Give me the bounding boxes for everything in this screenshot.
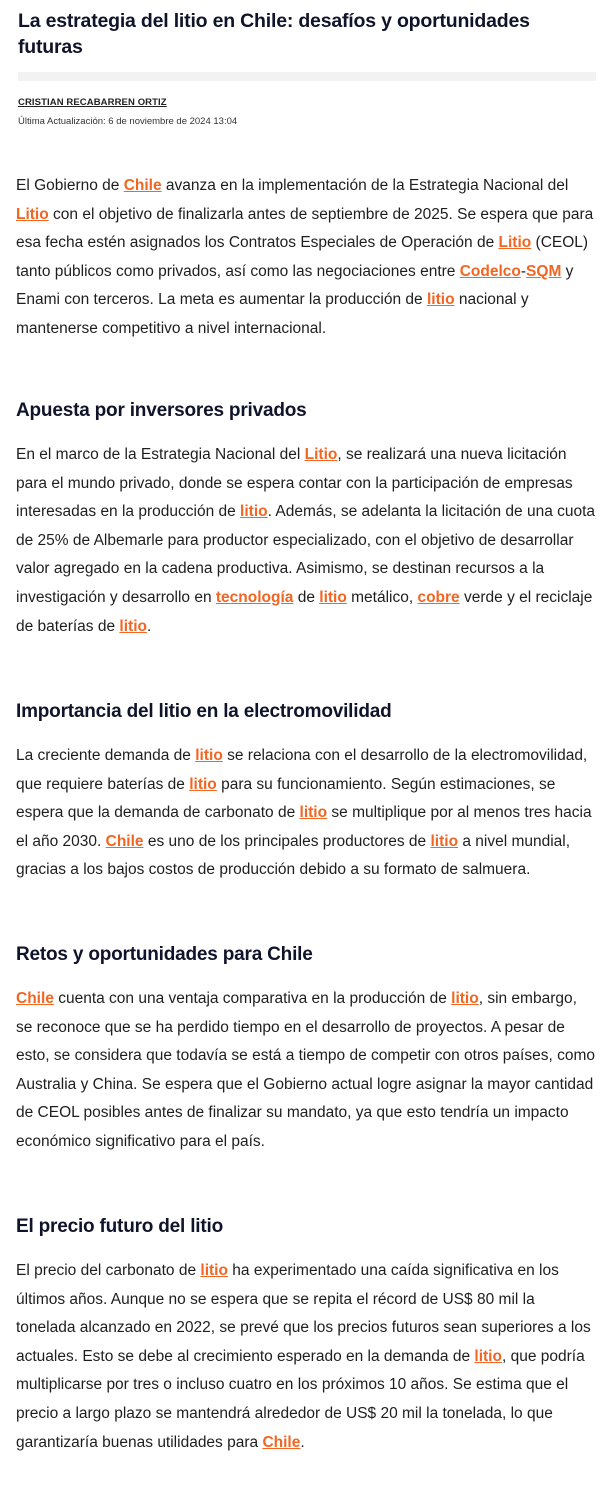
paragraph-text: con el objetivo de finalizarla antes de septiembre de 2025. Se espera que para esa fecha estén asignados los Contratos Especiales de Operación de: [16, 205, 594, 252]
paragraph-text: de: [293, 588, 320, 606]
section-heading: Apuesta por inversores privados: [16, 400, 307, 421]
keyword-link[interactable]: Litio: [304, 446, 338, 463]
paragraph-text: ha experimentado una caída significativa en los últimos años. Aunque no se espera que se repita el récord de US$ 80 mil la tonelada alcanzado en 2022, se prevé que los precios futuros sean superiores a los actuales. Esto se debe al crecimiento esperado en la demanda de: [16, 1262, 591, 1365]
keyword-link[interactable]: litio: [200, 1262, 228, 1279]
section-paragraph: [16, 985, 596, 1157]
paragraph-text: La creciente demanda de: [16, 747, 196, 764]
keyword-link[interactable]: litio: [240, 503, 268, 521]
section-electromovilidad: [16, 701, 596, 885]
title-divider: [18, 72, 596, 81]
keyword-link[interactable]: litio: [195, 747, 223, 764]
keyword-link[interactable]: litio: [430, 832, 459, 850]
section-paragraph: [16, 441, 596, 641]
paragraph-text: se relaciona con el desarrollo de la electromovilidad, que requiere baterías de: [16, 747, 588, 793]
author-link[interactable]: CRISTIAN RECABARREN ORTIZ: [18, 97, 167, 108]
section-heading: El precio futuro del litio: [16, 1216, 223, 1237]
paragraph-text: -: [520, 262, 527, 280]
paragraph-text: cuenta con una ventaja comparativa en la producción de: [53, 990, 452, 1007]
section-paragraph: [16, 1257, 596, 1457]
keyword-link[interactable]: litio: [299, 804, 328, 822]
paragraph-text: metálico,: [346, 588, 418, 606]
keyword-link[interactable]: Chile: [16, 990, 54, 1007]
section-retos: [16, 944, 596, 1157]
paragraph-text: .: [300, 1433, 305, 1451]
paragraph-text: (CEOL) tanto públicos como privados, así como las negociaciones entre: [16, 234, 589, 280]
section-inversores: [16, 400, 596, 641]
paragraph-text: . Además, se adelanta la licitación de una cuota de 25% de Albemarle para productor especializado, con el objetivo de desarrollar valor agregado en la cadena productiva. Asimismo, se destinan recursos a la investigación y desarrollo en: [16, 503, 596, 606]
paragraph-text: nacional y mantenerse competitivo a nivel internacional.: [16, 291, 529, 337]
paragraph-text: , sin embargo, se reconoce que se ha perdido tiempo en el desarrollo de proyectos. A pesar de esto, se considera que todavía se está a tiempo de competir con otros países, como Australia y China. Se espera que el Gobierno actual logre asignar la mayor cantidad de CEOL posibles antes de finalizar su mandato, ya que esto tendría un impacto económico significativo para el país.: [16, 990, 595, 1150]
section-heading: Importancia del litio en la electromovilidad: [16, 701, 392, 722]
keyword-link[interactable]: Chile: [123, 177, 162, 194]
keyword-link[interactable]: Litio: [498, 234, 532, 252]
paragraph-text: se multiplique por al menos tres hacia el año 2030.: [16, 804, 592, 850]
section-paragraph: [16, 742, 596, 885]
keyword-link[interactable]: litio: [319, 588, 347, 606]
section-intro: [16, 172, 596, 344]
section-paragraph: [16, 172, 596, 344]
keyword-link[interactable]: cobre: [417, 588, 460, 606]
section-precio: [16, 1216, 596, 1457]
paragraph-text: verde y el reciclaje de baterías de: [16, 588, 593, 635]
keyword-link[interactable]: Litio: [16, 205, 49, 223]
paragraph-text: , se realizará una nueva licitación para el mundo privado, donde se espera contar con la participación de empresas interesadas en la producción de: [16, 446, 573, 521]
section-heading: Retos y oportunidades para Chile: [16, 944, 313, 965]
keyword-link[interactable]: litio: [474, 1347, 502, 1365]
article-title: La estrategia del litio en Chile: desafíos y oportunidades futuras: [18, 10, 530, 58]
keyword-link[interactable]: Codelco: [459, 262, 521, 280]
paragraph-text: y Enami con terceros. La meta es aumentar la producción de: [16, 262, 574, 309]
keyword-link[interactable]: Chile: [105, 832, 144, 850]
keyword-link[interactable]: litio: [451, 990, 479, 1007]
paragraph-text: para su funcionamiento. Según estimaciones, se espera que la demanda de carbonato de: [16, 775, 556, 822]
keyword-link[interactable]: SQM: [526, 262, 562, 280]
last-updated: Última Actualización: 6 de noviembre de 2024 13:04: [18, 116, 238, 127]
keyword-link[interactable]: tecnología: [215, 588, 294, 606]
paragraph-text: es uno de los principales productores de: [143, 832, 431, 850]
keyword-link[interactable]: litio: [426, 291, 455, 309]
paragraph-text: El Gobierno de: [16, 177, 124, 194]
paragraph-text: a nivel mundial, gracias a los bajos costos de producción debido a su formato de salmuera.: [16, 832, 571, 879]
keyword-link[interactable]: litio: [189, 775, 217, 793]
paragraph-text: avanza en la implementación de la Estrategia Nacional del: [161, 177, 569, 194]
keyword-link[interactable]: litio: [119, 617, 147, 635]
paragraph-text: , que podría multiplicarse por tres o incluso cuatro en los próximos 10 años. Se estima que el precio a largo plazo se mantendrá alrededor de US$ 20 mil la tonelada, lo que garantizaría buenas utilidades para: [16, 1347, 585, 1451]
keyword-link[interactable]: Chile: [262, 1433, 301, 1451]
paragraph-text: .: [146, 617, 152, 635]
paragraph-text: El precio del carbonato de: [16, 1262, 201, 1279]
paragraph-text: En el marco de la Estrategia Nacional del: [16, 446, 305, 463]
